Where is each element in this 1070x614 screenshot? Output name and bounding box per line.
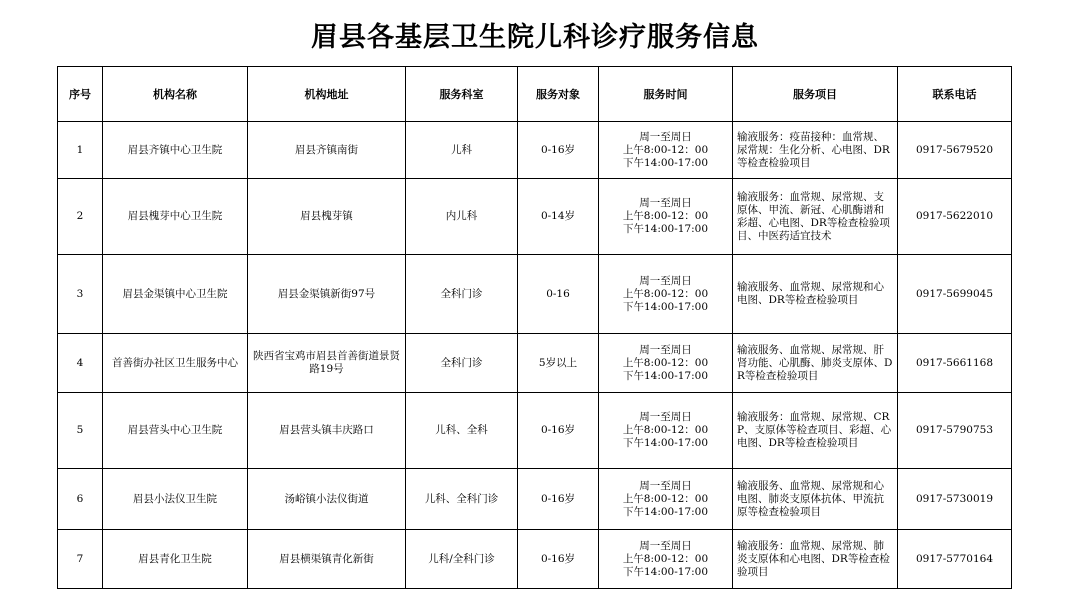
- hours-morning: 上午8:00-12：00: [622, 356, 709, 369]
- cell-address: 眉县槐芽镇: [248, 179, 406, 255]
- cell-address: 眉县营头镇丰庆路口: [248, 393, 406, 469]
- cell-name: 眉县齐镇中心卫生院: [103, 122, 248, 179]
- hours-afternoon: 下午14:00-17:00: [622, 369, 709, 382]
- hours-days: 周一至周日: [639, 197, 692, 209]
- hours-morning: 上午8:00-12：00: [622, 492, 709, 505]
- hours-morning: 上午8:00-12：00: [622, 210, 709, 222]
- header-target: 服务对象: [518, 67, 599, 122]
- cell-name: 眉县槐芽中心卫生院: [103, 179, 248, 255]
- hours-morning: 上午8:00-12：00: [622, 143, 709, 156]
- table-row: [58, 334, 1012, 393]
- cell-target: 5岁以上: [518, 334, 599, 393]
- cell-items: 输液服务、血常规、尿常规、肝肾功能、心肌酶、肺炎支原体、DR等检查检验项目: [733, 334, 898, 393]
- table-row: [58, 393, 1012, 469]
- cell-no: 2: [58, 179, 103, 255]
- cell-name: 眉县营头中心卫生院: [103, 393, 248, 469]
- cell-phone: 0917-5661168: [898, 334, 1012, 393]
- hours-afternoon: 下午14:00-17:00: [622, 505, 709, 518]
- cell-name: 眉县青化卫生院: [103, 530, 248, 589]
- cell-phone: 0917-5790753: [898, 393, 1012, 469]
- cell-address: 眉县齐镇南街: [248, 122, 406, 179]
- cell-items: 输液服务、血常规、尿常规和心电图、肺炎支原体抗体、甲流抗原等检查检验项目: [733, 469, 898, 530]
- hours-afternoon: 下午14:00-17:00: [622, 565, 709, 578]
- cell-target: 0-16岁: [518, 530, 599, 589]
- cell-hours: [599, 179, 733, 255]
- cell-target: 0-16: [518, 255, 599, 334]
- hours-days: 周一至周日: [639, 274, 692, 287]
- cell-items: 输液服务：疫苗接种：血常规、尿常规：生化分析、心电图、DR等检查检验项目: [733, 122, 898, 179]
- cell-target: 0-16岁: [518, 122, 599, 179]
- cell-hours: [599, 469, 733, 530]
- cell-no: 5: [58, 393, 103, 469]
- header-hours: 服务时间: [599, 67, 733, 122]
- hours-days: 周一至周日: [639, 479, 692, 492]
- table-row: [58, 255, 1012, 334]
- cell-name: 首善街办社区卫生服务中心: [103, 334, 248, 393]
- cell-dept: 全科门诊: [406, 334, 518, 393]
- cell-hours: [599, 255, 733, 334]
- cell-items: 输液服务、血常规、尿常规和心电图、DR等检查检验项目: [733, 255, 898, 334]
- cell-name: 眉县小法仪卫生院: [103, 469, 248, 530]
- table-header-row: [58, 67, 1012, 122]
- cell-address: 眉县金渠镇新街97号: [248, 255, 406, 334]
- cell-items: 输液服务：血常规、尿常规、CRP、支原体等检查项目、彩超、心电图、DR等检查检验项目: [733, 393, 898, 469]
- cell-no: 4: [58, 334, 103, 393]
- cell-phone: 0917-5679520: [898, 122, 1012, 179]
- table-row: [58, 530, 1012, 589]
- cell-address: 眉县横渠镇青化新街: [248, 530, 406, 589]
- cell-phone: 0917-5770164: [898, 530, 1012, 589]
- cell-hours: [599, 334, 733, 393]
- page-title: 眉县各基层卫生院儿科诊疗服务信息: [311, 22, 759, 53]
- cell-hours: [599, 393, 733, 469]
- cell-phone: 0917-5622010: [898, 179, 1012, 255]
- table-row: [58, 122, 1012, 179]
- cell-no: 3: [58, 255, 103, 334]
- cell-target: 0-16岁: [518, 393, 599, 469]
- cell-dept: 儿科、全科: [406, 393, 518, 469]
- hours-days: 周一至周日: [639, 411, 692, 423]
- hours-days: 周一至周日: [639, 343, 692, 356]
- cell-name: 眉县金渠镇中心卫生院: [103, 255, 248, 334]
- hours-morning: 上午8:00-12：00: [622, 424, 709, 436]
- cell-hours: [599, 530, 733, 589]
- cell-dept: 内儿科: [406, 179, 518, 255]
- cell-target: 0-16岁: [518, 469, 599, 530]
- header-items: 服务项目: [733, 67, 898, 122]
- hours-afternoon: 下午14:00-17:00: [622, 223, 709, 235]
- cell-target: 0-14岁: [518, 179, 599, 255]
- hours-days: 周一至周日: [639, 130, 692, 143]
- hours-morning: 上午8:00-12：00: [622, 287, 709, 300]
- cell-hours: [599, 122, 733, 179]
- table-row: [58, 179, 1012, 255]
- hours-days: 周一至周日: [639, 539, 692, 552]
- hours-afternoon: 下午14:00-17:00: [622, 300, 709, 313]
- table-row: [58, 469, 1012, 530]
- cell-dept: 儿科/全科门诊: [406, 530, 518, 589]
- hours-afternoon: 下午14:00-17:00: [622, 156, 709, 169]
- clinic-info-table: [57, 66, 1012, 589]
- hours-morning: 上午8:00-12：00: [622, 552, 709, 565]
- hours-afternoon: 下午14:00-17:00: [622, 437, 709, 449]
- cell-no: 6: [58, 469, 103, 530]
- cell-address: 陕西省宝鸡市眉县首善街道景贤路19号: [248, 334, 406, 393]
- cell-items: 输液服务：血常规、尿常规、支原体、甲流、新冠、心肌酶谱和彩超、心电图、DR等检查检验项目、中医药适宜技术: [733, 179, 898, 255]
- cell-phone: 0917-5730019: [898, 469, 1012, 530]
- cell-dept: 全科门诊: [406, 255, 518, 334]
- cell-phone: 0917-5699045: [898, 255, 1012, 334]
- header-address: 机构地址: [248, 67, 406, 122]
- header-name: 机构名称: [103, 67, 248, 122]
- cell-items: 输液服务：血常规、尿常规、肺炎支原体和心电图、DR等检查检验项目: [733, 530, 898, 589]
- cell-no: 7: [58, 530, 103, 589]
- header-dept: 服务科室: [406, 67, 518, 122]
- cell-address: 汤峪镇小法仪街道: [248, 469, 406, 530]
- cell-dept: 儿科: [406, 122, 518, 179]
- cell-dept: 儿科、全科门诊: [406, 469, 518, 530]
- cell-no: 1: [58, 122, 103, 179]
- header-phone: 联系电话: [898, 67, 1012, 122]
- header-no: 序号: [58, 67, 103, 122]
